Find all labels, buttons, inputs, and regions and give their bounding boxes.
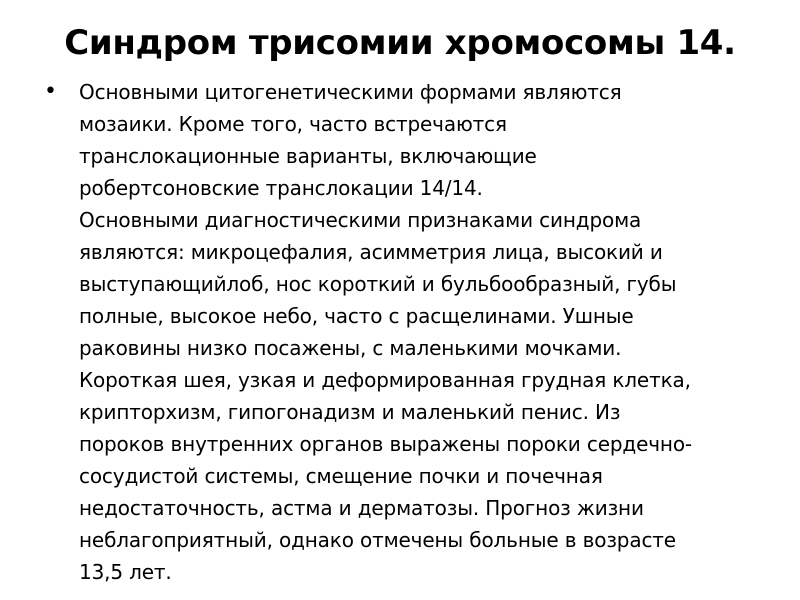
bullet-text-line: недостаточность, астма и дерматозы. Прогноз жизни	[79, 496, 644, 520]
bullet-text-line: Основными диагностическими признаками синдрома	[79, 208, 642, 232]
bullet-text-line: транслокационные варианты, включающие	[79, 144, 537, 168]
bullet-text-line: Основными цитогенетическими формами являются	[79, 80, 622, 104]
bullet-text	[79, 76, 764, 588]
bullet-text-line: являются: микроцефалия, асимметрия лица, высокий и	[79, 240, 663, 264]
bullet-text-line: пороков внутренних органов выражены пороки сердечно-	[79, 432, 692, 456]
bullet-list	[44, 76, 764, 588]
bullet-text-line: неблагоприятный, однако отмечены больные в возрасте	[79, 528, 676, 552]
bullet-text-line: раковины низко посажены, с маленькими мочками.	[79, 336, 622, 360]
bullet-text-line: сосудистой системы, смещение почки и почечная	[79, 464, 603, 488]
bullet-text-line: Короткая шея, узкая и деформированная грудная клетка,	[79, 368, 691, 392]
bullet-text-line: мозаики. Кроме того, часто встречаются	[79, 112, 507, 136]
bullet-marker: •	[44, 79, 57, 104]
bullet-text-line: робертсоновские транслокации 14/14.	[79, 176, 483, 200]
bullet-text-line: выступающийлоб, нос короткий и бульбообразный, губы	[79, 272, 677, 296]
bullet-item	[44, 76, 764, 588]
bullet-text-line: полные, высокое небо, часто с расщелинами. Ушные	[79, 304, 634, 328]
slide-title: Синдром трисомии хромосомы 14.	[64, 23, 736, 63]
bullet-text-line: крипторхизм, гипогонадизм и маленький пенис. Из	[79, 400, 621, 424]
bullet-text-line: 13,5 лет.	[79, 560, 172, 584]
